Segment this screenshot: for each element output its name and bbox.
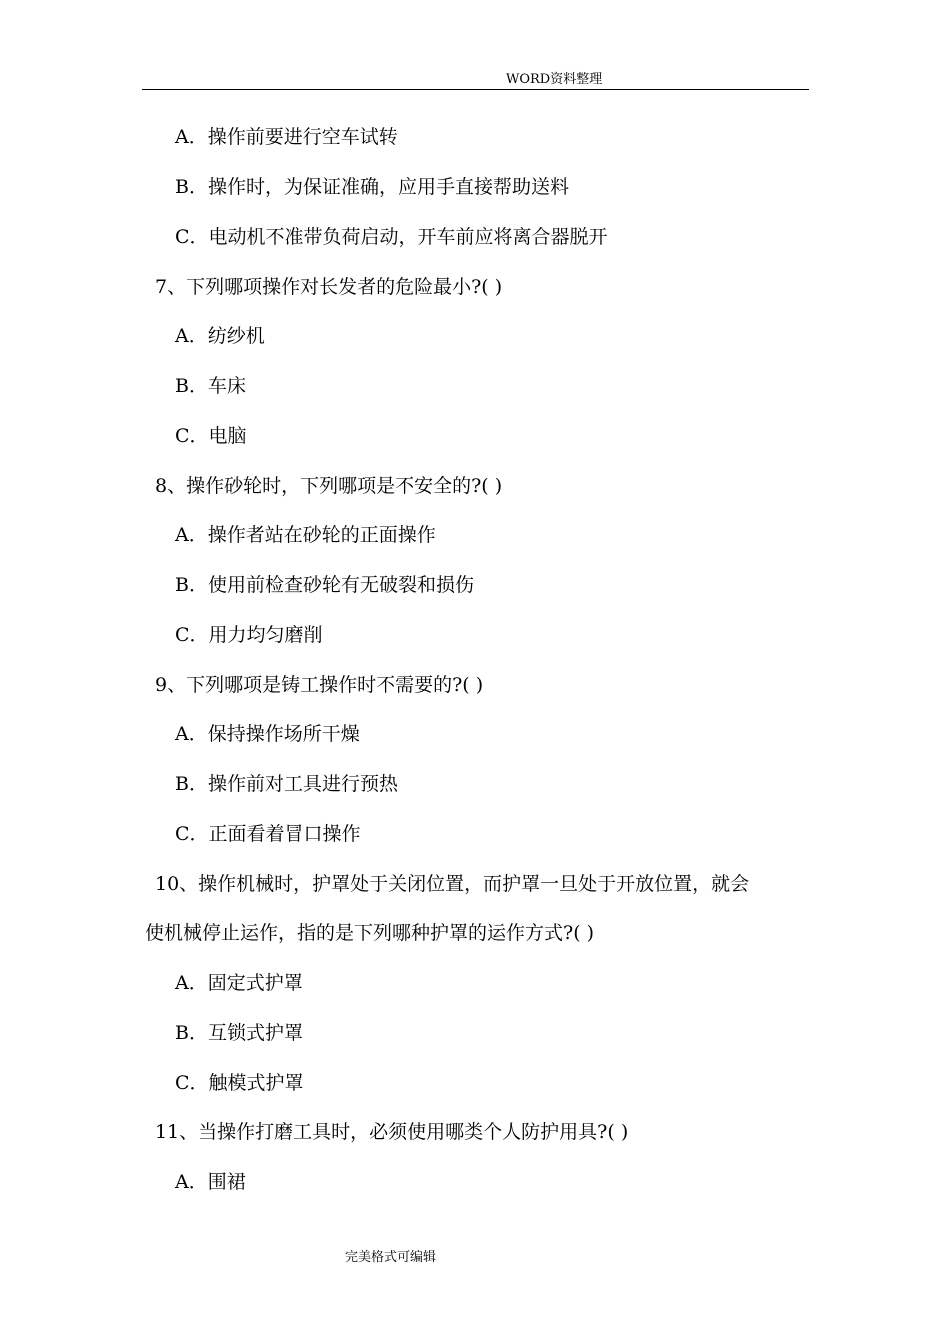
option-line: B．操作时，为保证准确，应用手直接帮助送料 xyxy=(175,176,569,198)
header-divider xyxy=(142,89,809,90)
option-line: A．操作者站在砂轮的正面操作 xyxy=(175,524,436,546)
option-line: A．固定式护罩 xyxy=(175,972,303,994)
page-footer: 完美格式可编辑 xyxy=(345,1250,437,1265)
option-line: C．正面看着冒口操作 xyxy=(175,823,361,845)
question-line: 8、操作砂轮时，下列哪项是不安全的?( ) xyxy=(155,475,503,497)
question-line: 10、操作机械时，护罩处于关闭位置，而护罩一旦处于开放位置，就会 xyxy=(155,873,750,895)
option-line: A．保持操作场所干燥 xyxy=(175,723,360,745)
option-line: B．互锁式护罩 xyxy=(175,1022,303,1044)
question-line-continued: 使机械停止运作，指的是下列哪种护罩的运作方式?( ) xyxy=(145,922,595,944)
question-line: 9、下列哪项是铸工操作时不需要的?( ) xyxy=(155,674,484,696)
option-line: B．操作前对工具进行预热 xyxy=(175,773,398,795)
option-line: A．操作前要进行空车试转 xyxy=(175,126,398,148)
option-line: A．纺纱机 xyxy=(175,325,265,347)
option-line: C．用力均匀磨削 xyxy=(175,624,323,646)
option-line: A．围裙 xyxy=(175,1171,246,1193)
option-line: C．触模式护罩 xyxy=(175,1072,304,1094)
question-line: 11、当操作打磨工具时，必须使用哪类个人防护用具?( ) xyxy=(155,1121,629,1143)
question-line: 7、下列哪项操作对长发者的危险最小?( ) xyxy=(155,276,503,298)
header-title: WORD资料整理 xyxy=(506,72,603,87)
option-line: B．车床 xyxy=(175,375,246,397)
option-line: C．电动机不准带负荷启动，开车前应将离合器脱开 xyxy=(175,226,608,248)
option-line: C．电脑 xyxy=(175,425,247,447)
option-line: B．使用前检查砂轮有无破裂和损伤 xyxy=(175,574,474,596)
